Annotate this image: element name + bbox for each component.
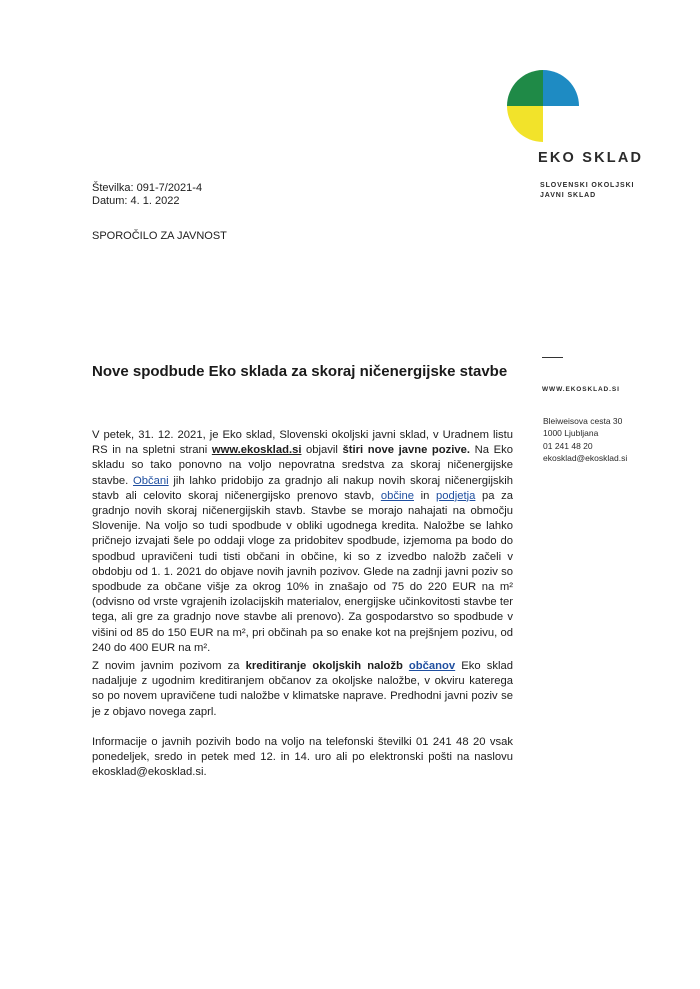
paragraph-1: [92, 428, 513, 656]
p2-text-2: Eko sklad nadaljuje z ugodnim kreditiranjem občanov za okoljske naložbe, v okviru katerega so po novem upravičene tudi naložbe v klimatske naprave. Predhodni javni poziv se je z objavo novega zaprl.: [92, 660, 513, 718]
brand-name: EKO SKLAD: [538, 150, 644, 166]
sidebar-city: 1000 Ljubljana: [543, 428, 599, 439]
paragraph-3: Informacije o javnih pozivih bodo na voljo na telefonski številki 01 241 48 20 vsak ponedeljek, sredo in petek med 12. in 14. uro ali po elektronski pošti na naslovu ekosklad@ekosklad.si.: [92, 736, 513, 779]
logo-green-quadrant: [507, 70, 543, 106]
sidebar-address: Bleiweisova cesta 30: [543, 416, 623, 426]
link-obcani[interactable]: Občani: [133, 474, 169, 487]
document-date: Datum: 4. 1. 2022: [92, 195, 180, 207]
p1-text-6: pa za gradnjo novih skoraj ničenergijskih stavb. Stavbe se morajo nahajati na območju Slovenije. Na voljo so tudi spodbude v obliki ugodnega kredita. Naložbe se lahko pričnejo izvajati šele po oddaji vloge za pridobitev spodbude, izjemoma pa bodo do spodbud upravičeni tudi tisti občani in občine, ki so z izvedbo naložb začeli v obdobju od 1. 1. 2021 do objave novih javnih pozivov. Glede na zadnji javni poziv so spodbude za občane višje za okrog 10% in znašajo od 75 do 220 EUR na m² (odvisno od vrste vgrajenih izolacijskih materialov, energijske učinkovitosti stavbe ter tega, ali gre za gradnjo nove stavbe ali prenovo). Za gospodarstvo so spodbude v višini od 85 do 150 EUR na m², pri občinah pa so enake kot na prejšnjem pozivu, od 240 do 400 EUR na m².: [92, 489, 513, 654]
sidebar-website: WWW.EKOSKLAD.SI: [542, 386, 620, 393]
sidebar-contact: [543, 415, 663, 464]
p1-text-3: Na Eko skladu so tako ponovno na voljo nepovratna sredstva za skoraj ničenergijske stavbe.: [92, 444, 513, 487]
document-meta: [92, 182, 202, 208]
p1-text-2: objavil: [301, 444, 343, 457]
brand-subtitle: [540, 181, 660, 201]
website-link[interactable]: www.ekosklad.si: [211, 444, 302, 457]
brand-subtitle-line1: SLOVENSKI OKOLJSKI: [540, 182, 635, 189]
p1-text-4: jih lahko pridobijo za gradnjo ali nakup novih skoraj ničenergijskih stavb ali celovito skoraj ničenergijsko prenovo stavb,: [92, 474, 513, 502]
link-obcine[interactable]: občine: [380, 489, 414, 502]
document-title: Nove spodbude Eko sklada za skoraj ničenergijske stavbe: [92, 363, 508, 380]
link-obcanov[interactable]: občanov: [408, 660, 456, 672]
p1-text-1: V petek, 31. 12. 2021, je Eko sklad, Slovenski okoljski javni sklad, v Uradnem listu RS in na spletni strani: [92, 429, 513, 457]
press-release-label: SPOROČILO ZA JAVNOST: [92, 230, 227, 242]
paragraph-2: [92, 659, 513, 720]
document-number: Številka: 091-7/2021-4: [92, 182, 203, 194]
p2-bold-text: kreditiranje okoljskih naložb: [245, 660, 409, 672]
p2-text-1: Z novim javnim pozivom za: [92, 660, 246, 672]
p1-text-5: in: [414, 489, 436, 502]
link-podjetja[interactable]: podjetja: [435, 489, 476, 502]
sidebar-divider: [542, 357, 563, 358]
logo-yellow-quadrant: [507, 106, 543, 142]
sidebar-email: ekosklad@ekosklad.si: [543, 452, 628, 463]
eko-sklad-logo: [507, 70, 579, 142]
p1-bold-text: štiri nove javne pozive.: [342, 444, 471, 457]
sidebar-phone: 01 241 48 20: [543, 440, 593, 451]
brand-subtitle-line2: JAVNI SKLAD: [540, 192, 597, 199]
